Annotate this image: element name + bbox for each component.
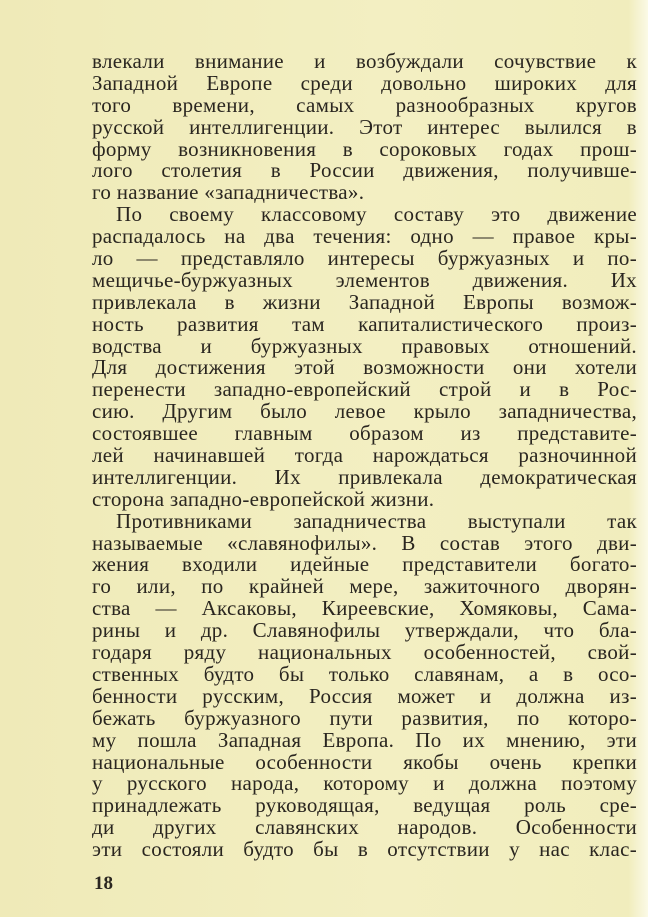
- text-line: Противниками западничества выступали так: [116, 508, 637, 533]
- text-line: у русского народа, которому и должна поэтому: [92, 771, 637, 796]
- book-page-text: [92, 51, 637, 861]
- text-line: перенести западно-европейский строй и в Рос-: [92, 377, 637, 402]
- text-line: го или, по крайней мере, зажиточного дворян-: [92, 574, 637, 599]
- text-line: называемые «славянофилы». В состав этого дви-: [92, 530, 637, 555]
- text-line: русской интеллигенции. Этот интерес вылился в: [92, 114, 637, 139]
- text-line: Западной Европе среди довольно широких для: [92, 70, 637, 95]
- text-line: привлекала в жизни Западной Европы возмож-: [92, 289, 637, 314]
- text-line: бежать буржуазного пути развития, по которо-: [92, 705, 637, 730]
- text-line: интеллигенции. Их привлекала демократическая: [92, 464, 637, 489]
- page-number: 18: [94, 873, 113, 894]
- text-line: лого столетия в России движения, получивше-: [92, 158, 637, 183]
- text-line: жения входили идейные представители богато-: [92, 552, 637, 577]
- text-line: национальные особенности якобы очень крепки: [92, 749, 637, 774]
- text-line: сию. Другим было левое крыло западничества,: [92, 399, 637, 424]
- text-line: сторона западно-европейской жизни.: [92, 486, 435, 511]
- text-line: По своему классовому составу это движение: [116, 202, 637, 227]
- text-line: того времени, самых разнообразных кругов: [92, 92, 637, 117]
- text-line: форму возникновения в сороковых годах прош-: [92, 136, 637, 161]
- text-line: ность развития там капиталистического произ-: [92, 311, 637, 336]
- text-line: эти состояли будто бы в отсутствии у нас клас-: [92, 837, 637, 862]
- text-line: го название «западничества».: [92, 180, 365, 205]
- text-line: рины и др. Славянофилы утверждали, что бла-: [92, 618, 637, 643]
- text-line: лей начинавшей тогда нарождаться разночинной: [92, 443, 637, 468]
- text-line: ства — Аксаковы, Киреевские, Хомяковы, Сама-: [92, 596, 637, 621]
- text-line: состоявшее главным образом из представите-: [92, 421, 637, 446]
- text-line: водства и буржуазных правовых отношений.: [92, 333, 637, 358]
- text-line: мещичье-буржуазных элементов движения. Их: [92, 267, 637, 292]
- text-line: принадлежать руководящая, ведущая роль сре-: [92, 793, 637, 818]
- text-line: ственных будто бы только славянам, а в осо-: [92, 661, 637, 686]
- text-line: годаря ряду национальных особенностей, свой-: [92, 640, 637, 665]
- text-line: влекали внимание и возбуждали сочувствие к: [92, 49, 637, 73]
- text-line: ди других славянских народов. Особенности: [92, 815, 637, 840]
- text-line: распадалось на два течения: одно — правое кры-: [92, 224, 637, 249]
- text-line: му пошла Западная Европа. По их мнению, эти: [92, 727, 637, 752]
- text-line: Для достижения этой возможности они хотели: [92, 355, 637, 380]
- text-line: ло — представляло интересы буржуазных и по-: [92, 246, 637, 271]
- text-line: бенности русским, Россия может и должна из-: [92, 683, 637, 708]
